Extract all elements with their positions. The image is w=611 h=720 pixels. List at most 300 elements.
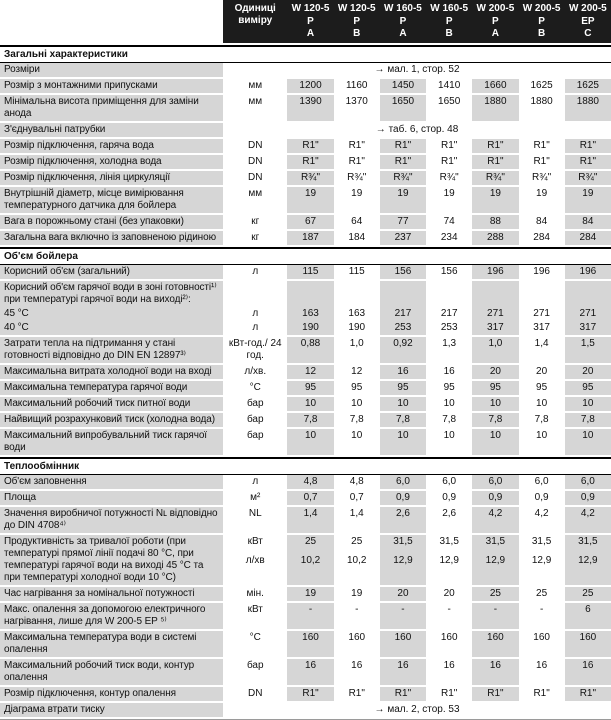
value-cell: 0,9 <box>380 491 426 507</box>
model-name: W 200-5 P <box>476 3 515 27</box>
value-cell: 160 <box>380 631 426 659</box>
value-cell: 95 <box>287 381 333 397</box>
value-cell: 10 <box>426 429 472 457</box>
value-cell: 1,5 <box>565 337 611 365</box>
unit-cell: л/хв <box>245 555 265 566</box>
table-row <box>0 139 611 155</box>
table-row <box>0 171 611 187</box>
table-row <box>0 429 611 457</box>
row-label: Розмір з монтажними припусками <box>0 79 223 95</box>
unit-cell: бар <box>223 413 287 429</box>
row-label: Час нагрівання за номінальної потужності <box>0 587 223 603</box>
value-cell: 0,9 <box>426 491 472 507</box>
row-label: Розміри <box>0 63 223 79</box>
model-variant: B <box>353 28 361 39</box>
unit-cell: кВт-год./ 24 год. <box>223 337 287 365</box>
value-cell: 190 <box>334 321 380 337</box>
value-cell: 1410 <box>426 79 472 95</box>
table-row <box>0 95 611 123</box>
value-cell: R1" <box>519 139 565 155</box>
column-header <box>380 0 426 45</box>
value-cell: 234 <box>426 231 472 247</box>
unit-cell: мм <box>223 95 287 123</box>
row-label: Продуктивність за тривалої роботи (при температурі прямої лінії подачі 80 °C, при температурі гарячої води на виході 45 °C та при температурі холодної води 10 °C) <box>0 535 223 587</box>
value-cell <box>519 281 565 307</box>
value-cell: 31,5 <box>380 535 426 555</box>
row-label: Вага в порожньому стані (без упаковки) <box>0 215 223 231</box>
column-header <box>519 0 565 45</box>
model-variant: B <box>445 28 453 39</box>
value-cell: R¾" <box>472 171 518 187</box>
table-row <box>0 381 611 397</box>
value-cell: - <box>426 603 472 631</box>
value-cell: 84 <box>565 215 611 231</box>
value-cell: 16 <box>472 659 518 687</box>
unit-cell: мін. <box>223 587 287 603</box>
value-cell: 160 <box>287 631 333 659</box>
value-cell: - <box>472 603 518 631</box>
value-cell: 2,6 <box>426 507 472 535</box>
value-cell: 10 <box>519 429 565 457</box>
value-cell: 12,9 <box>565 554 611 574</box>
value-cell: R1" <box>287 687 333 703</box>
value-cell: 284 <box>519 231 565 247</box>
value-cell: 271 <box>472 307 518 321</box>
value-cell: 31,5 <box>472 535 518 555</box>
value-cell: 84 <box>519 215 565 231</box>
model-variant: C <box>584 28 592 39</box>
value-cell: 64 <box>334 215 380 231</box>
value-cell: 7,8 <box>380 413 426 429</box>
value-cell: 10 <box>334 429 380 457</box>
value-cell: - <box>334 603 380 631</box>
row-label: Корисний об'єм (загальний) <box>0 265 223 281</box>
row-label: Максимальний випробувальний тиск гарячої води <box>0 429 223 457</box>
value-cell: 163 <box>348 307 366 319</box>
value-cell: 156 <box>380 265 426 281</box>
value-cell <box>472 574 518 587</box>
table-row <box>0 307 611 321</box>
table-row <box>0 63 611 79</box>
value-cell: 10,2 <box>287 554 333 574</box>
section-header-row <box>0 247 611 265</box>
value-cell: R1" <box>519 687 565 703</box>
value-cell: - <box>287 603 333 631</box>
value-cell <box>472 281 518 307</box>
value-cell: 1,4 <box>334 507 380 535</box>
value-cell: 10 <box>472 397 518 413</box>
value-cell: 7,8 <box>565 413 611 429</box>
model-variant: A <box>306 28 315 39</box>
value-cell: R¾" <box>519 171 565 187</box>
value-cell: R¾" <box>380 171 426 187</box>
ref-cell: → мал. 2, стор. 53 <box>223 703 611 719</box>
ref-cell: → мал. 1, стор. 52 <box>223 63 611 79</box>
unit-cell <box>223 281 287 307</box>
value-cell: 1880 <box>519 95 565 123</box>
value-cell: 25 <box>351 535 363 547</box>
column-header <box>426 0 472 45</box>
table-row <box>0 281 611 307</box>
value-cell: 10,2 <box>347 555 367 566</box>
table-row <box>0 687 611 703</box>
value-cell: - <box>519 603 565 631</box>
unit-cell: кВт <box>247 535 263 547</box>
value-cell: 1,0 <box>334 337 380 365</box>
row-label: Внутрішній діаметр, місце вимірювання температурного датчика для бойлера <box>0 187 223 215</box>
value-cell: 2,6 <box>380 507 426 535</box>
value-cell: 1160 <box>334 79 380 95</box>
value-cell: 1,3 <box>426 337 472 365</box>
table-row <box>0 491 611 507</box>
value-cell: 19 <box>287 187 333 215</box>
value-cell: R1" <box>565 155 611 171</box>
row-label: Максимальна температура води в системі опалення <box>0 631 223 659</box>
value-cell: 20 <box>565 365 611 381</box>
value-cell: 4,2 <box>565 507 611 535</box>
value-cell: 160 <box>426 631 472 659</box>
value-cell: R1" <box>380 687 426 703</box>
value-cell: 253 <box>426 321 472 337</box>
value-cell: 0,88 <box>287 337 333 365</box>
value-cell: 20 <box>380 587 426 603</box>
value-cell: R1" <box>287 155 333 171</box>
value-cell: 271 <box>533 307 550 319</box>
column-header <box>334 0 380 45</box>
unit-cell: °C <box>223 631 287 659</box>
unit-cell: мм <box>223 79 287 95</box>
section-title: Об'єм бойлера <box>0 247 611 265</box>
value-cell: R1" <box>565 139 611 155</box>
value-cell: R1" <box>287 139 333 155</box>
value-cell: - <box>380 603 426 631</box>
value-cell: 1660 <box>472 79 518 95</box>
value-cell: R1" <box>426 155 472 171</box>
unit-cell: DN <box>223 171 287 187</box>
table-row <box>0 337 611 365</box>
row-label: Максимальний робочий тиск питної води <box>0 397 223 413</box>
value-cell: 31,5 <box>439 535 459 547</box>
value-cell: 271 <box>565 307 611 321</box>
section-header-row <box>0 457 611 475</box>
unit-cell: кВт <box>223 603 287 631</box>
value-cell: 217 <box>380 307 426 321</box>
value-cell: 1450 <box>380 79 426 95</box>
value-cell: 10 <box>287 429 333 457</box>
value-cell: 163 <box>287 307 333 321</box>
section-header-row <box>0 45 611 63</box>
corner-cell <box>0 0 223 45</box>
value-cell: R1" <box>565 687 611 703</box>
value-cell: 4,2 <box>472 507 518 535</box>
row-label: Загальна вага включно із заповненою рідиною <box>0 231 223 247</box>
value-cell: 10 <box>426 397 472 413</box>
value-cell: 1200 <box>287 79 333 95</box>
value-cell <box>380 281 426 307</box>
table-row <box>0 507 611 535</box>
value-cell: 19 <box>426 187 472 215</box>
model-name: W 200-5 P <box>522 3 561 27</box>
value-cell <box>287 574 333 587</box>
table-row <box>0 187 611 215</box>
row-label: Максимальний робочий тиск води, контур опалення <box>0 659 223 687</box>
value-cell: 0,9 <box>565 491 611 507</box>
value-cell: 16 <box>287 659 333 687</box>
row-label: Розмір підключення, холодна вода <box>0 155 223 171</box>
value-cell: 1370 <box>334 95 380 123</box>
value-cell: 0,7 <box>287 491 333 507</box>
row-label: Розмір підключення, лінія циркуляції <box>0 171 223 187</box>
row-label: Корисний об'єм гарячої води в зоні готовності¹⁾ при температурі гарячої води на виході²⁾: <box>0 281 223 307</box>
value-cell: R1" <box>380 139 426 155</box>
value-cell: 1625 <box>565 79 611 95</box>
value-cell: 20 <box>472 365 518 381</box>
model-variant: A <box>399 28 407 39</box>
value-cell: 77 <box>380 215 426 231</box>
table-row <box>0 535 611 555</box>
value-cell: 95 <box>334 381 380 397</box>
value-cell: 237 <box>380 231 426 247</box>
value-cell <box>426 281 472 307</box>
unit-cell: °C <box>223 381 287 397</box>
table-header-row <box>0 0 611 45</box>
model-name: W 120-5 P <box>337 3 376 27</box>
table-row <box>0 215 611 231</box>
unit-cell: м² <box>223 491 287 507</box>
unit-cell: л <box>252 307 259 319</box>
value-cell: 19 <box>472 187 518 215</box>
table-row <box>0 659 611 687</box>
table-row <box>0 79 611 95</box>
unit-cell: л <box>223 265 287 281</box>
value-cell <box>334 574 380 587</box>
value-cell: 10 <box>380 429 426 457</box>
value-cell: 1,4 <box>519 337 565 365</box>
row-label: Розмір підключення, гаряча вода <box>0 139 223 155</box>
value-cell: 6,0 <box>472 475 518 491</box>
value-cell: 4,8 <box>287 475 333 491</box>
value-cell: 12,9 <box>531 555 552 566</box>
table-row <box>0 413 611 429</box>
model-variant: B <box>537 28 546 39</box>
value-cell: 16 <box>380 659 426 687</box>
value-cell: 31,5 <box>531 535 552 547</box>
value-cell: 6,0 <box>380 475 426 491</box>
value-cell: 196 <box>519 265 565 281</box>
value-cell <box>565 281 611 307</box>
value-cell: R1" <box>426 687 472 703</box>
table-row <box>0 587 611 603</box>
unit-cell: NL <box>223 507 287 535</box>
unit-cell: кг <box>223 215 287 231</box>
value-cell: 95 <box>519 381 565 397</box>
table-row <box>0 703 611 719</box>
value-cell: 4,8 <box>334 475 380 491</box>
row-label: Максимальна витрата холодної води на вході <box>0 365 223 381</box>
model-name: W 120-5 P <box>291 3 330 27</box>
table-row <box>0 265 611 281</box>
value-cell: 160 <box>519 631 565 659</box>
value-cell: 95 <box>426 381 472 397</box>
value-cell: 217 <box>440 307 458 319</box>
value-cell: 19 <box>380 187 426 215</box>
value-cell: 19 <box>519 187 565 215</box>
value-cell: 253 <box>380 321 426 337</box>
model-variant: A <box>491 28 499 39</box>
value-cell: 156 <box>426 265 472 281</box>
value-cell: 160 <box>472 631 518 659</box>
value-cell: 115 <box>334 265 380 281</box>
unit-cell: DN <box>223 155 287 171</box>
value-cell: 25 <box>565 587 611 603</box>
unit-cell: бар <box>223 429 287 457</box>
value-cell: 12 <box>287 365 333 381</box>
unit-cell: кг <box>223 231 287 247</box>
value-cell: 0,9 <box>519 491 565 507</box>
value-cell: 317 <box>519 321 565 337</box>
value-cell: 20 <box>519 365 565 381</box>
value-cell: 10 <box>519 397 565 413</box>
row-label: Найвищий розрахунковий тиск (холодна вода) <box>0 413 223 429</box>
value-cell: R1" <box>380 155 426 171</box>
value-cell: 196 <box>565 265 611 281</box>
model-name: W 160-5 P <box>384 3 422 27</box>
value-cell: 10 <box>472 429 518 457</box>
value-cell <box>565 574 611 587</box>
value-cell: 25 <box>472 587 518 603</box>
value-cell: 6,0 <box>565 475 611 491</box>
value-cell: 95 <box>472 381 518 397</box>
value-cell: 12,9 <box>472 554 518 574</box>
value-cell: 187 <box>287 231 333 247</box>
value-cell: 7,8 <box>426 413 472 429</box>
row-label: Розмір підключення, контур опалення <box>0 687 223 703</box>
section-title: Теплообмінник <box>0 457 611 475</box>
value-cell: 12 <box>334 365 380 381</box>
value-cell: 25 <box>519 587 565 603</box>
unit-cell: DN <box>223 139 287 155</box>
table-row <box>0 155 611 171</box>
value-cell: R¾" <box>565 171 611 187</box>
unit-cell: DN <box>223 687 287 703</box>
value-cell: 12,9 <box>439 555 459 566</box>
value-cell: 6 <box>565 603 611 631</box>
value-cell: 95 <box>565 381 611 397</box>
sub-row-label: 40 °C <box>0 321 223 337</box>
value-cell: 16 <box>519 659 565 687</box>
row-label: Затрати тепла на підтримання у стані готовності відповідно до DIN EN 12897³⁾ <box>0 337 223 365</box>
value-cell: 19 <box>565 187 611 215</box>
value-cell: 31,5 <box>565 535 611 555</box>
value-cell: 1650 <box>426 95 472 123</box>
value-cell: 1880 <box>565 95 611 123</box>
value-cell: R1" <box>426 139 472 155</box>
value-cell: 10 <box>334 397 380 413</box>
value-cell: 67 <box>287 215 333 231</box>
value-cell: 10 <box>565 429 611 457</box>
value-cell: R¾" <box>426 171 472 187</box>
value-cell: 284 <box>565 231 611 247</box>
value-cell: 6,0 <box>426 475 472 491</box>
value-cell: 317 <box>565 321 611 337</box>
value-cell: 10 <box>380 397 426 413</box>
units-header: Одиниці виміру <box>223 0 287 45</box>
value-cell: 74 <box>426 215 472 231</box>
table-row <box>0 397 611 413</box>
row-label: Максимальна температура гарячої води <box>0 381 223 397</box>
value-cell: 184 <box>334 231 380 247</box>
value-cell: 160 <box>334 631 380 659</box>
value-cell: R1" <box>472 687 518 703</box>
value-cell: 0,7 <box>334 491 380 507</box>
row-label: Макс. опалення за допомогою електричного нагрівання, лише для W 200-5 EP ⁵⁾ <box>0 603 223 631</box>
value-cell: 10 <box>565 397 611 413</box>
value-cell: 16 <box>334 659 380 687</box>
unit-cell: л <box>223 321 287 337</box>
value-cell: 1650 <box>380 95 426 123</box>
value-cell: 196 <box>472 265 518 281</box>
unit-cell <box>223 574 287 587</box>
value-cell: 7,8 <box>472 413 518 429</box>
table-row <box>0 475 611 491</box>
column-header <box>472 0 518 45</box>
value-cell: 88 <box>472 215 518 231</box>
value-cell <box>519 574 565 587</box>
value-cell: 0,92 <box>380 337 426 365</box>
value-cell: 16 <box>380 365 426 381</box>
value-cell: 95 <box>380 381 426 397</box>
row-label: Діаграма втрати тиску <box>0 703 223 719</box>
value-cell: 25 <box>287 535 333 555</box>
row-label: З'єднувальні патрубки <box>0 123 223 139</box>
model-name: W 200-5 EP <box>568 3 607 27</box>
value-cell: 1,4 <box>287 507 333 535</box>
value-cell: 160 <box>565 631 611 659</box>
column-header <box>287 0 333 45</box>
value-cell: 288 <box>472 231 518 247</box>
value-cell: R1" <box>334 687 380 703</box>
value-cell: 1880 <box>472 95 518 123</box>
value-cell: 19 <box>334 587 380 603</box>
value-cell <box>380 574 426 587</box>
value-cell: 6,0 <box>519 475 565 491</box>
table-row <box>0 631 611 659</box>
value-cell: 4,2 <box>519 507 565 535</box>
value-cell: 0,9 <box>472 491 518 507</box>
value-cell: 20 <box>426 587 472 603</box>
value-cell: 7,8 <box>287 413 333 429</box>
value-cell <box>426 574 472 587</box>
value-cell: 7,8 <box>334 413 380 429</box>
row-label: Площа <box>0 491 223 507</box>
value-cell <box>334 281 380 307</box>
value-cell: 12,9 <box>380 554 426 574</box>
value-cell: 115 <box>287 265 333 281</box>
ref-cell: → таб. 6, стор. 48 <box>223 123 611 139</box>
table-row <box>0 321 611 337</box>
table-row <box>0 231 611 247</box>
value-cell: 16 <box>426 365 472 381</box>
row-label: Значення виробничої потужності Nʟ відповідно до DIN 4708⁴⁾ <box>0 507 223 535</box>
unit-cell: л/хв. <box>223 365 287 381</box>
column-header <box>565 0 611 45</box>
value-cell: R1" <box>472 139 518 155</box>
value-cell: 19 <box>287 587 333 603</box>
value-cell: 317 <box>472 321 518 337</box>
value-cell: 1390 <box>287 95 333 123</box>
row-label: Мінімальна висота приміщення для заміни анода <box>0 95 223 123</box>
value-cell: 1,0 <box>472 337 518 365</box>
